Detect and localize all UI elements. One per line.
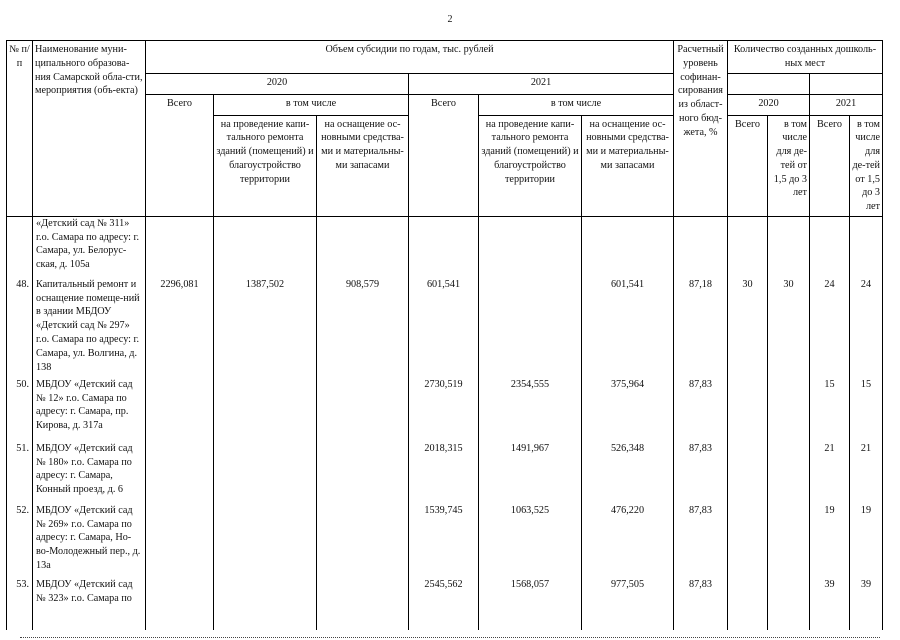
header-places-2020-children: в том числе для де-тей от 1,5 до 3 лет bbox=[768, 115, 810, 216]
cell-places-2020-children bbox=[768, 504, 810, 578]
table-body bbox=[7, 216, 883, 630]
cell-2021-total: 601,541 bbox=[409, 278, 479, 378]
header-num: № п/п bbox=[7, 41, 33, 217]
cell-2021-equipment: 375,964 bbox=[582, 378, 674, 442]
header-year-2021: 2021 bbox=[409, 73, 674, 94]
header-places-spacer bbox=[728, 73, 810, 94]
cell-places-2021-children: 24 bbox=[850, 278, 883, 378]
header-2020-including: в том числе bbox=[214, 94, 409, 115]
page-bottom-rule bbox=[20, 637, 880, 638]
cell-places-2021-children: 15 bbox=[850, 378, 883, 442]
cell-2020-repair bbox=[214, 378, 317, 442]
table-row bbox=[7, 378, 883, 442]
row-name: «Детский сад № 311» г.о. Самара по адресу: г. Самара, ул. Белорус-ская, д. 105а bbox=[33, 216, 146, 272]
row-name: МБДОУ «Детский сад № 12» г.о. Самара по адресу: г. Самара, пр. Кирова, д. 317а bbox=[33, 378, 146, 442]
table-row bbox=[7, 578, 883, 630]
cell-places-2021-total: 21 bbox=[810, 442, 850, 504]
cell-places-2021-total: 19 bbox=[810, 504, 850, 578]
cell-2020-equipment bbox=[317, 442, 409, 504]
header-cofinancing-level: Расчетный уровень софинан-сирования из област-ного бюд-жета, % bbox=[674, 41, 728, 217]
cell-2021-repair: 1568,057 bbox=[479, 578, 582, 630]
cell-2021-repair: 2354,555 bbox=[479, 378, 582, 442]
cell-2021-repair: 1063,525 bbox=[479, 504, 582, 578]
table-header bbox=[7, 41, 883, 217]
header-places-spacer-2 bbox=[810, 73, 883, 94]
cell-2021-repair bbox=[479, 278, 582, 378]
subsidy-table bbox=[6, 40, 883, 630]
cell-2020-total bbox=[146, 504, 214, 578]
cell-2020-total bbox=[146, 578, 214, 630]
header-2021-including: в том числе bbox=[479, 94, 674, 115]
cell-places-2020-children: 30 bbox=[768, 278, 810, 378]
row-name: МБДОУ «Детский сад № 180» г.о. Самара по адресу: г. Самара, Конный проезд, д. 6 bbox=[33, 442, 146, 504]
row-name: Капитальный ремонт и оснащение помеще-ний в здании МБДОУ «Детский сад № 297» г.о. Самара по адресу: г. Самара, ул. Волгина, д. 138 bbox=[33, 278, 146, 378]
header-2020-total: Всего bbox=[146, 94, 214, 216]
header-places-year-2021: 2021 bbox=[810, 94, 883, 115]
cell-level: 87,83 bbox=[674, 378, 728, 442]
cell-2021-equipment: 601,541 bbox=[582, 278, 674, 378]
cell-2021-equipment: 476,220 bbox=[582, 504, 674, 578]
cell-places-2020-total bbox=[728, 378, 768, 442]
row-name: МБДОУ «Детский сад № 323» г.о. Самара по bbox=[33, 578, 146, 630]
cell-2020-total bbox=[146, 378, 214, 442]
cell-places-2020-children bbox=[768, 442, 810, 504]
cell-level: 87,83 bbox=[674, 578, 728, 630]
header-2021-repair: на проведение капи-тального ремонта зданий (помещений) и благоустройство территории bbox=[479, 115, 582, 216]
header-places-2020-total: Всего bbox=[728, 115, 768, 216]
cell-2021-total: 2545,562 bbox=[409, 578, 479, 630]
cell-2020-equipment bbox=[317, 504, 409, 578]
cell-2020-repair bbox=[214, 504, 317, 578]
header-places: Количество созданных дошколь-ных мест bbox=[728, 41, 883, 74]
cell-2021-equipment: 977,505 bbox=[582, 578, 674, 630]
row-name: МБДОУ «Детский сад № 269» г.о. Самара по адресу: г. Самара, Но-во-Молодежный пер., д. 13а bbox=[33, 504, 146, 578]
row-num: 52. bbox=[7, 504, 33, 578]
header-2020-equipment: на оснащение ос-новными средства-ми и материальны-ми запасами bbox=[317, 115, 409, 216]
cell-places-2021-children: 21 bbox=[850, 442, 883, 504]
cell-places-2020-total: 30 bbox=[728, 278, 768, 378]
cell-2020-equipment bbox=[317, 578, 409, 630]
cell-level: 87,83 bbox=[674, 442, 728, 504]
header-name: Наименование муни-ципального образова-ния Самарской обла-сти, мероприятия (объ-екта) bbox=[33, 41, 146, 217]
cell-2021-total: 2730,519 bbox=[409, 378, 479, 442]
cell-2020-total bbox=[146, 442, 214, 504]
cell-places-2020-total bbox=[728, 578, 768, 630]
row-num: 50. bbox=[7, 378, 33, 442]
table-row bbox=[7, 504, 883, 578]
table-row bbox=[7, 442, 883, 504]
cell-2021-total: 2018,315 bbox=[409, 442, 479, 504]
header-year-2020: 2020 bbox=[146, 73, 409, 94]
header-places-2021-total: Всего bbox=[810, 115, 850, 216]
cell-2020-equipment: 908,579 bbox=[317, 278, 409, 378]
cell-2020-repair bbox=[214, 578, 317, 630]
cell-2021-equipment: 526,348 bbox=[582, 442, 674, 504]
header-2021-equipment: на оснащение ос-новными средства-ми и материальны-ми запасами bbox=[582, 115, 674, 216]
cell-places-2021-children: 39 bbox=[850, 578, 883, 630]
cell-places-2020-children bbox=[768, 578, 810, 630]
row-num: 53. bbox=[7, 578, 33, 630]
header-subsidy-volume: Объем субсидии по годам, тыс. рублей bbox=[146, 41, 674, 74]
cell-places-2020-total bbox=[728, 442, 768, 504]
table-row bbox=[7, 278, 883, 378]
cell-places-2021-total: 39 bbox=[810, 578, 850, 630]
cell-places-2021-total: 15 bbox=[810, 378, 850, 442]
cell-places-2021-children: 19 bbox=[850, 504, 883, 578]
table-row-continuation bbox=[7, 216, 883, 272]
cell-2020-equipment bbox=[317, 378, 409, 442]
header-2020-repair: на проведение капи-тального ремонта зданий (помещений) и благоустройство территории bbox=[214, 115, 317, 216]
cell-places-2020-children bbox=[768, 378, 810, 442]
cell-2020-total: 2296,081 bbox=[146, 278, 214, 378]
header-places-2021-children: в том числе для де-тей от 1,5 до 3 лет bbox=[850, 115, 883, 216]
cell-2020-repair bbox=[214, 442, 317, 504]
cell-2021-total: 1539,745 bbox=[409, 504, 479, 578]
row-num bbox=[7, 216, 33, 272]
page-number: 2 bbox=[447, 14, 453, 25]
cell-2020-repair: 1387,502 bbox=[214, 278, 317, 378]
header-places-year-2020: 2020 bbox=[728, 94, 810, 115]
cell-level: 87,83 bbox=[674, 504, 728, 578]
cell-places-2020-total bbox=[728, 504, 768, 578]
row-num: 48. bbox=[7, 278, 33, 378]
cell-level: 87,18 bbox=[674, 278, 728, 378]
cell-2021-repair: 1491,967 bbox=[479, 442, 582, 504]
row-num: 51. bbox=[7, 442, 33, 504]
header-2021-total: Всего bbox=[409, 94, 479, 216]
cell-places-2021-total: 24 bbox=[810, 278, 850, 378]
